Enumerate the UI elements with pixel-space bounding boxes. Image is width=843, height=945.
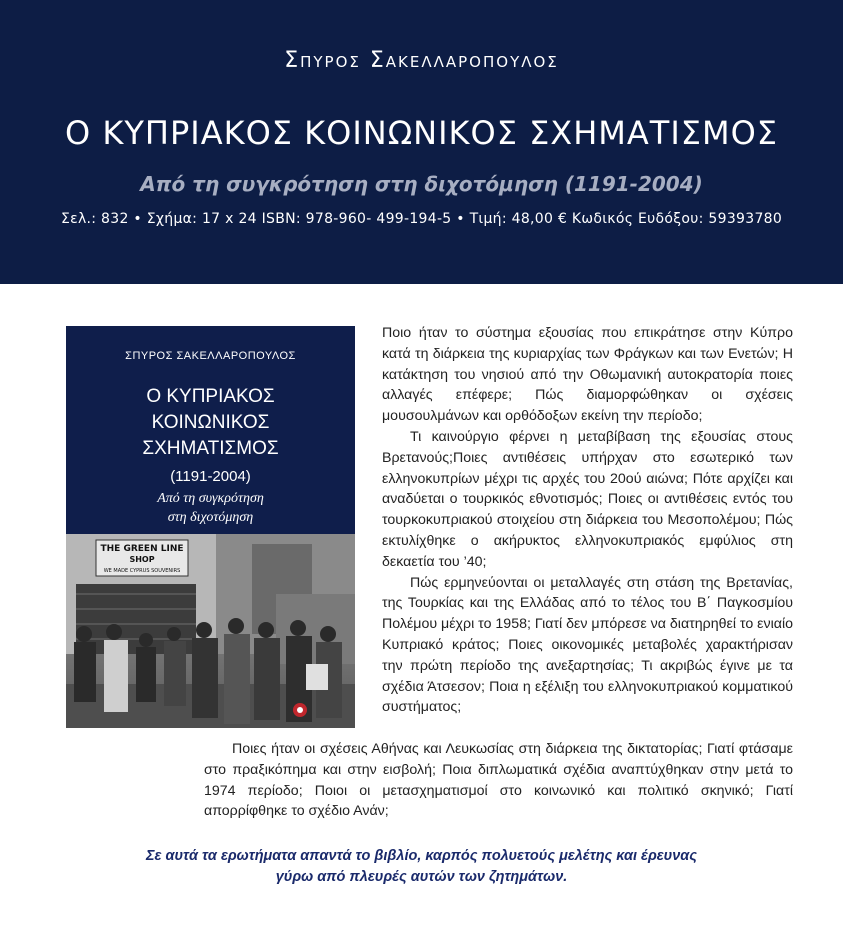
cover-years: (1191-2004): [170, 468, 251, 485]
author-name: Σπυρος Σακελλαροπουλος: [284, 48, 559, 73]
cover-photo: [66, 534, 355, 728]
book-title: Ο ΚΥΠΡΙΑΚΟΣ ΚΟΙΝΩΝΙΚΟΣ ΣΧΗΜΑΤΙΣΜΟΣ: [65, 114, 778, 152]
photo-sign-text: THE GREEN LINE: [100, 544, 184, 554]
header-banner: [0, 0, 843, 284]
cover-title-line: ΚΟΙΝΩΝΙΚΟΣ: [151, 412, 270, 433]
cover-title-line: ΣΧΗΜΑΤΙΣΜΟΣ: [142, 438, 279, 459]
description-full-width: [204, 739, 793, 822]
cover-subtitle: [66, 489, 355, 527]
closing-statement: [0, 846, 843, 888]
cover-title: [66, 384, 355, 462]
cover-subtitle-line: στη διχοτόμηση: [167, 510, 254, 525]
cover-author: ΣΠΥΡΟΣ ΣΑΚΕΛΛΑΡΟΠΟΥΛΟΣ: [125, 350, 296, 362]
cover-title-line: Ο ΚΥΠΡΙΑΚΟΣ: [146, 386, 275, 407]
book-meta: Σελ.: 832 • Σχήμα: 17 x 24 ISBN: 978-960- 499-194-5 • Τιμή: 48,00 € Κωδικός Ευδόξου: 59393780: [60, 211, 783, 227]
closing-line: γύρω από πλευρές αυτών των ζητημάτων.: [275, 869, 568, 885]
cover-subtitle-line: Από τη συγκρότηση: [157, 491, 264, 506]
description-paragraph: Ποιο ήταν το σύστημα εξουσίας που επικράτησε στην Κύπρο κατά τη διάρκεια της κυριαρχίας των Φράγκων και των Ενετών; Η κατάκτηση του νησιού από την Οθωμανική αυτοκρατορία ποιες αλλαγές επέφερε; Πώς διαμορφώθηκαν οι σχέσεις μουσουλμάνων και ορθόδοξων εκείνη την περίοδο;: [382, 325, 793, 425]
closing-line: Σε αυτά τα ερωτήματα απαντά το βιβλίο, καρπός πολυετούς μελέτης και έρευνας: [145, 848, 698, 864]
photo-sign-text: SHOP: [129, 555, 155, 564]
photo-sign-text: WE MADE CYPRUS SOUVENIRS: [103, 568, 181, 574]
book-cover: [66, 326, 355, 728]
book-subtitle: Από τη συγκρότηση στη διχοτόμηση (1191-2004): [140, 172, 703, 196]
description-column: [382, 323, 793, 718]
description-paragraph: Ποιες ήταν οι σχέσεις Αθήνας και Λευκωσίας στη διάρκεια της δικτατορίας; Γιατί φτάσαμε στο πραξικόπημα και στην εισβολή; Ποια διπλωματικά σχέδια αναπτύχθηκαν στην μετά το 1974 περίοδο; Ποιοι οι μετασχηματισμοί στο κοινωνικό και πολιτικό σκηνικό; Γιατί απορρίφθηκε το σχέδιο Ανάν;: [204, 741, 793, 820]
description-paragraph: Πώς ερμηνεύονται οι μεταλλαγές στη στάση της Βρετανίας, της Τουρκίας και της Ελλάδας από το τέλος του Β΄ Παγκοσμίου Πολέμου μέχρι το 1958; Γιατί δεν μπόρεσε να διατηρηθεί το ενιαίο Κυπριακό κράτος; Ποιες οικονομικές μεταβολές χαρακτήρισαν την πρώτη περίοδο της ανεξαρτησίας; Τι ακριβώς έγινε με τα σχέδια Άτσεσον; Ποια η εξέλιξη του ελληνοκυπριακού κομματικού συστήματος;: [382, 574, 793, 716]
description-paragraph: Τι καινούργιο φέρνει η μεταβίβαση της εξουσίας στους Βρετανούς;Ποιες αντιθέσεις υπήρχαν στο εσωτερικό των ελληνοκυπρίων μέχρι τις αρχές του 20ού αιώνα; Πότε αρχίζει και αναδύεται ο τουρκικός εθνοτισμός; Ποιες οι αντιθέσεις εντός του τουρκοκυπριακού στοιχείου στη διάρκεια του Μεσοπολέμου; Πώς εκτυλίχθηκε ο ακήρυκτος ελληνοκυπριακός εμφύλιος στη δεκαετία του ’40;: [382, 428, 793, 570]
